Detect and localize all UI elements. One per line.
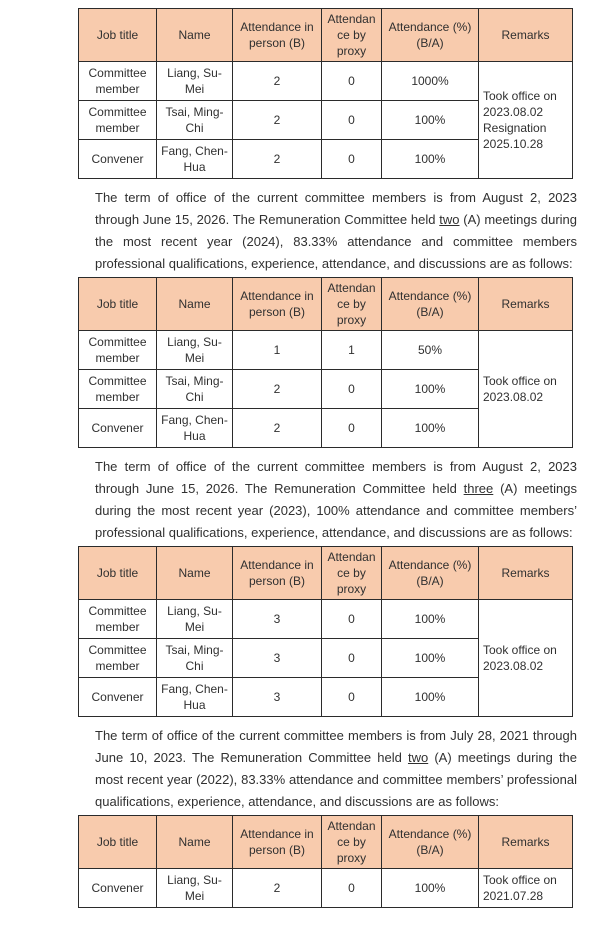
name-cell: Liang, Su-Mei (157, 600, 233, 639)
job-title-cell: Convener (79, 869, 157, 908)
col-remarks: Remarks (479, 9, 573, 62)
remarks-cell: Took office on 2023.08.02 Resignation 2025.10.28 (479, 62, 573, 179)
percent-cell: 100% (382, 639, 479, 678)
proxy-cell: 0 (322, 101, 382, 140)
col-job-title: Job title (79, 9, 157, 62)
proxy-cell: 0 (322, 639, 382, 678)
table-header-row (79, 278, 573, 331)
attendance-table-4 (78, 815, 573, 908)
name-cell: Fang, Chen-Hua (157, 678, 233, 717)
attendance-table-1 (78, 8, 573, 179)
col-attendance-in-person: Attendance in person (B) (233, 547, 322, 600)
col-attendance-by-proxy: Attendance by proxy (322, 816, 382, 869)
col-attendance-by-proxy: Attendance by proxy (322, 547, 382, 600)
attendance-table-2 (78, 277, 573, 448)
col-attendance-percent: Attendance (%) (B/A) (382, 9, 479, 62)
paragraph-text: (A) meetings during the most recent year (2024), 83.33% attendance and committee members professional qualifications, experience, attendance, and discussions are as follows: (95, 212, 577, 271)
percent-cell: 100% (382, 140, 479, 179)
underlined-meeting-count: two (407, 750, 429, 765)
percent-cell: 100% (382, 370, 479, 409)
proxy-cell: 1 (322, 331, 382, 370)
col-name: Name (157, 816, 233, 869)
proxy-cell: 0 (322, 370, 382, 409)
col-remarks: Remarks (479, 547, 573, 600)
percent-cell: 100% (382, 869, 479, 908)
col-attendance-percent: Attendance (%) (B/A) (382, 278, 479, 331)
name-cell: Tsai, Ming-Chi (157, 370, 233, 409)
name-cell: Liang, Su-Mei (157, 331, 233, 370)
term-of-office-paragraph-3 (95, 725, 577, 813)
in-person-cell: 2 (233, 869, 322, 908)
term-of-office-paragraph-1 (95, 187, 577, 275)
job-title-cell: Committee member (79, 639, 157, 678)
percent-cell: 1000% (382, 62, 479, 101)
col-name: Name (157, 547, 233, 600)
in-person-cell: 2 (233, 370, 322, 409)
job-title-cell: Convener (79, 140, 157, 179)
job-title-cell: Committee member (79, 331, 157, 370)
name-cell: Fang, Chen-Hua (157, 409, 233, 448)
name-cell: Tsai, Ming-Chi (157, 639, 233, 678)
percent-cell: 100% (382, 409, 479, 448)
name-cell: Liang, Su-Mei (157, 62, 233, 101)
col-attendance-by-proxy: Attendance by proxy (322, 278, 382, 331)
percent-cell: 100% (382, 678, 479, 717)
paragraph-text: (A) meetings during the most recent year (2023), 100% attendance and committee members’ professional qualifications, experience, attendance, and discussions are as follows: (95, 481, 577, 540)
percent-cell: 100% (382, 101, 479, 140)
remarks-cell: Took office on 2021.07.28 (479, 869, 573, 908)
col-job-title: Job title (79, 816, 157, 869)
paragraph-text: The term of office of the current committee members is from August 2, 2023 through June 15, 2026. The Remuneration Committee held (95, 459, 577, 496)
job-title-cell: Convener (79, 409, 157, 448)
table-header-row (79, 816, 573, 869)
remarks-cell: Took office on 2023.08.02 (479, 600, 573, 717)
job-title-cell: Committee member (79, 62, 157, 101)
col-remarks: Remarks (479, 278, 573, 331)
proxy-cell: 0 (322, 409, 382, 448)
attendance-table-3 (78, 546, 573, 717)
col-attendance-percent: Attendance (%) (B/A) (382, 547, 479, 600)
table-row (79, 600, 573, 639)
proxy-cell: 0 (322, 869, 382, 908)
col-name: Name (157, 278, 233, 331)
job-title-cell: Committee member (79, 600, 157, 639)
remarks-cell: Took office on 2023.08.02 (479, 331, 573, 448)
name-cell: Tsai, Ming-Chi (157, 101, 233, 140)
job-title-cell: Convener (79, 678, 157, 717)
proxy-cell: 0 (322, 600, 382, 639)
table-header-row (79, 547, 573, 600)
proxy-cell: 0 (322, 62, 382, 101)
col-attendance-by-proxy: Attendance by proxy (322, 9, 382, 62)
job-title-cell: Committee member (79, 101, 157, 140)
in-person-cell: 2 (233, 62, 322, 101)
proxy-cell: 0 (322, 678, 382, 717)
col-remarks: Remarks (479, 816, 573, 869)
col-job-title: Job title (79, 547, 157, 600)
in-person-cell: 3 (233, 639, 322, 678)
in-person-cell: 1 (233, 331, 322, 370)
table-row (79, 331, 573, 370)
col-name: Name (157, 9, 233, 62)
percent-cell: 50% (382, 331, 479, 370)
in-person-cell: 3 (233, 600, 322, 639)
term-of-office-paragraph-2 (95, 456, 577, 544)
col-job-title: Job title (79, 278, 157, 331)
job-title-cell: Committee member (79, 370, 157, 409)
paragraph-text: The term of office of the current committee members is from July 28, 2021 through June 10, 2023. The Remuneration Committee held (95, 728, 577, 765)
table-header-row (79, 9, 573, 62)
proxy-cell: 0 (322, 140, 382, 179)
in-person-cell: 2 (233, 409, 322, 448)
col-attendance-percent: Attendance (%) (B/A) (382, 816, 479, 869)
in-person-cell: 2 (233, 140, 322, 179)
name-cell: Liang, Su-Mei (157, 869, 233, 908)
table-row (79, 62, 573, 101)
col-attendance-in-person: Attendance in person (B) (233, 816, 322, 869)
in-person-cell: 2 (233, 101, 322, 140)
in-person-cell: 3 (233, 678, 322, 717)
col-attendance-in-person: Attendance in person (B) (233, 9, 322, 62)
col-attendance-in-person: Attendance in person (B) (233, 278, 322, 331)
underlined-meeting-count: three (463, 481, 494, 496)
percent-cell: 100% (382, 600, 479, 639)
underlined-meeting-count: two (439, 212, 460, 227)
name-cell: Fang, Chen-Hua (157, 140, 233, 179)
paragraph-text: (A) meetings during the most recent year (2022), 83.33% attendance and committee members’ professional qualifications, experience, attendance, and discussions are as follows: (95, 750, 578, 809)
table-row (79, 869, 573, 908)
paragraph-text: The term of office of the current committee members is from August 2, 2023 through June 15, 2026. The Remuneration Committee held (95, 190, 577, 227)
